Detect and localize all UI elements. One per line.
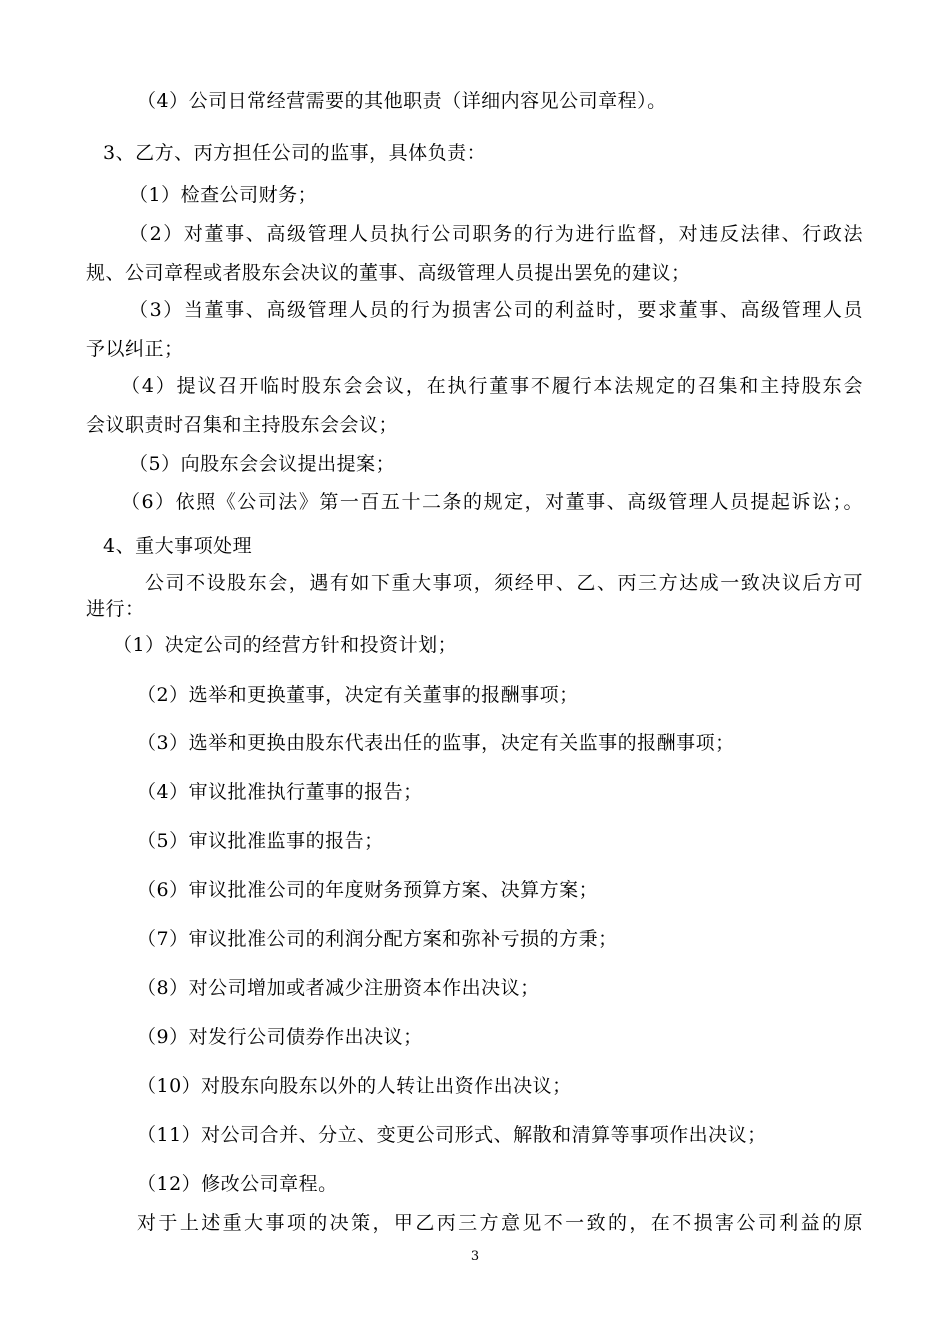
list-item: （6）依照《公司法》第一百五十二条的规定，对董事、高级管理人员提起诉讼；。 xyxy=(121,491,863,513)
paragraph-line: 予以纠正； xyxy=(86,338,184,360)
paragraph-line: 会议职责时召集和主持股东会会议； xyxy=(86,414,399,436)
section-heading: 4、重大事项处理 xyxy=(103,535,253,557)
list-item: （3）当董事、高级管理人员的行为损害公司的利益时，要求董事、高级管理人员 xyxy=(129,299,863,321)
paragraph-line: 规、公司章程或者股东会决议的董事、高级管理人员提出罢免的建议； xyxy=(86,262,691,284)
list-item: （1）检查公司财务； xyxy=(129,184,318,206)
list-item: （3）选举和更换由股东代表出任的监事，决定有关监事的报酬事项； xyxy=(137,732,735,754)
list-item: （5）审议批准监事的报告； xyxy=(137,830,384,852)
list-item: （12）修改公司章程。 xyxy=(137,1173,338,1195)
list-item: （2）对董事、高级管理人员执行公司职务的行为进行监督，对违反法律、行政法 xyxy=(129,223,863,245)
list-item: （8）对公司增加或者减少注册资本作出决议； xyxy=(137,977,540,999)
list-item: （7）审议批准公司的利润分配方案和弥补亏损的方秉； xyxy=(137,928,618,950)
paragraph-line: （4）公司日常经营需要的其他职责（详细内容见公司章程）。 xyxy=(137,90,667,112)
list-item: （2）选举和更换董事，决定有关董事的报酬事项； xyxy=(137,684,579,706)
list-item: （6）审议批准公司的年度财务预算方案、决算方案； xyxy=(137,879,599,901)
list-item: （4）提议召开临时股东会会议，在执行董事不履行本法规定的召集和主持股东会 xyxy=(121,375,863,397)
list-item: （10）对股东向股东以外的人转让出资作出决议； xyxy=(137,1075,572,1097)
list-item: （4）审议批准执行董事的报告； xyxy=(137,781,423,803)
list-item: （11）对公司合并、分立、变更公司形式、解散和清算等事项作出决议； xyxy=(137,1124,767,1146)
page-number: 3 xyxy=(470,1249,480,1264)
paragraph-line: 对于上述重大事项的决策，甲乙丙三方意见不一致的，在不损害公司利益的原 xyxy=(137,1212,863,1234)
paragraph-line: 公司不设股东会，遇有如下重大事项，须经甲、乙、丙三方达成一致决议后方可 xyxy=(145,572,863,594)
list-item: （9）对发行公司债券作出决议； xyxy=(137,1026,423,1048)
paragraph-line: 进行： xyxy=(86,598,145,620)
list-item: （5）向股东会会议提出提案； xyxy=(129,453,396,475)
section-heading: 3、乙方、丙方担任公司的监事，具体负责： xyxy=(103,142,487,164)
list-item: （1）决定公司的经营方针和投资计划； xyxy=(113,634,458,656)
